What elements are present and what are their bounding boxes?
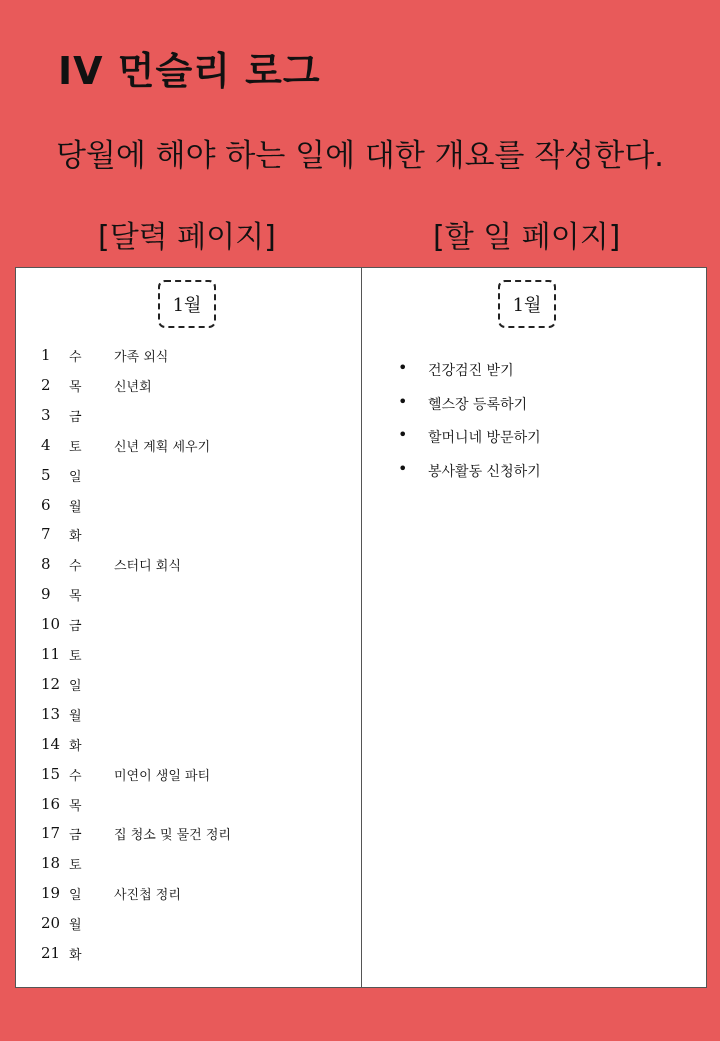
day-weekday: 목 [69,379,82,395]
day-event: 신년회 [114,379,152,395]
day-weekday: 수 [69,350,82,365]
day-weekday: 목 [69,589,82,605]
day-number: 20 [41,914,61,933]
day-weekday: 화 [69,948,82,963]
day-number: 8 [41,555,51,574]
todo-item-text: 봉사활동 신청하기 [428,463,541,480]
day-weekday: 목 [69,798,82,814]
day-weekday: 토 [69,649,82,664]
day-number: 7 [41,525,51,544]
day-number: 3 [41,405,51,424]
page-title: IV 먼슬리 로그 [58,49,321,93]
day-number: 1 [41,346,51,364]
page-subtitle: 당월에 해야 하는 일에 대한 개요를 작성한다. [55,138,664,174]
day-weekday: 토 [69,858,82,874]
bullet-icon: • [398,358,408,377]
day-number: 13 [41,704,61,723]
day-weekday: 일 [69,678,82,694]
todo-item-text: 할머니네 방문하기 [428,430,541,446]
day-weekday: 일 [69,888,82,904]
day-number: 15 [41,764,61,783]
day-number: 5 [41,465,51,484]
day-number: 9 [41,585,51,604]
day-weekday: 금 [69,409,82,425]
day-weekday: 월 [69,918,82,934]
day-number: 6 [41,495,51,514]
day-number: 10 [41,615,61,634]
bullet-icon: • [398,391,408,411]
day-event: 집 청소 및 물건 정리 [114,828,231,844]
todo-item-text: 건강검진 받기 [428,363,514,379]
day-number: 4 [41,435,51,454]
day-number: 14 [41,734,61,753]
day-number: 17 [41,824,61,843]
day-event: 미연이 생일 파티 [114,768,211,784]
day-number: 21 [41,944,61,962]
day-number: 19 [41,884,61,903]
day-weekday: 월 [69,708,82,724]
day-weekday: 화 [69,738,82,754]
day-event: 스터디 회식 [114,559,181,575]
day-event: 신년 계획 세우기 [114,439,211,455]
day-number: 2 [41,375,51,394]
todo-page-label: [할 일 페이지] [433,220,621,255]
bullet-icon: • [398,458,408,478]
bullet-icon: • [398,425,408,444]
day-number: 16 [41,794,61,813]
todo-item-text: 헬스장 등록하기 [428,396,528,413]
day-weekday: 금 [69,828,82,844]
calendar-page-panel [15,267,362,988]
day-weekday: 일 [69,469,82,485]
day-weekday: 금 [69,619,82,635]
day-number: 11 [41,645,61,663]
todo-page-panel [361,267,707,988]
day-weekday: 토 [69,439,82,455]
day-number: 18 [41,854,61,873]
day-event: 사진첩 정리 [114,888,181,904]
day-weekday: 수 [69,768,82,784]
calendar-month-box: 1월 [158,280,216,328]
day-event: 가족 외식 [114,350,169,365]
day-weekday: 화 [69,529,82,545]
todo-month-box: 1월 [498,280,556,328]
day-weekday: 월 [69,499,82,515]
calendar-page-label: [달력 페이지] [98,220,276,255]
day-weekday: 수 [69,559,82,575]
day-number: 12 [41,674,61,693]
